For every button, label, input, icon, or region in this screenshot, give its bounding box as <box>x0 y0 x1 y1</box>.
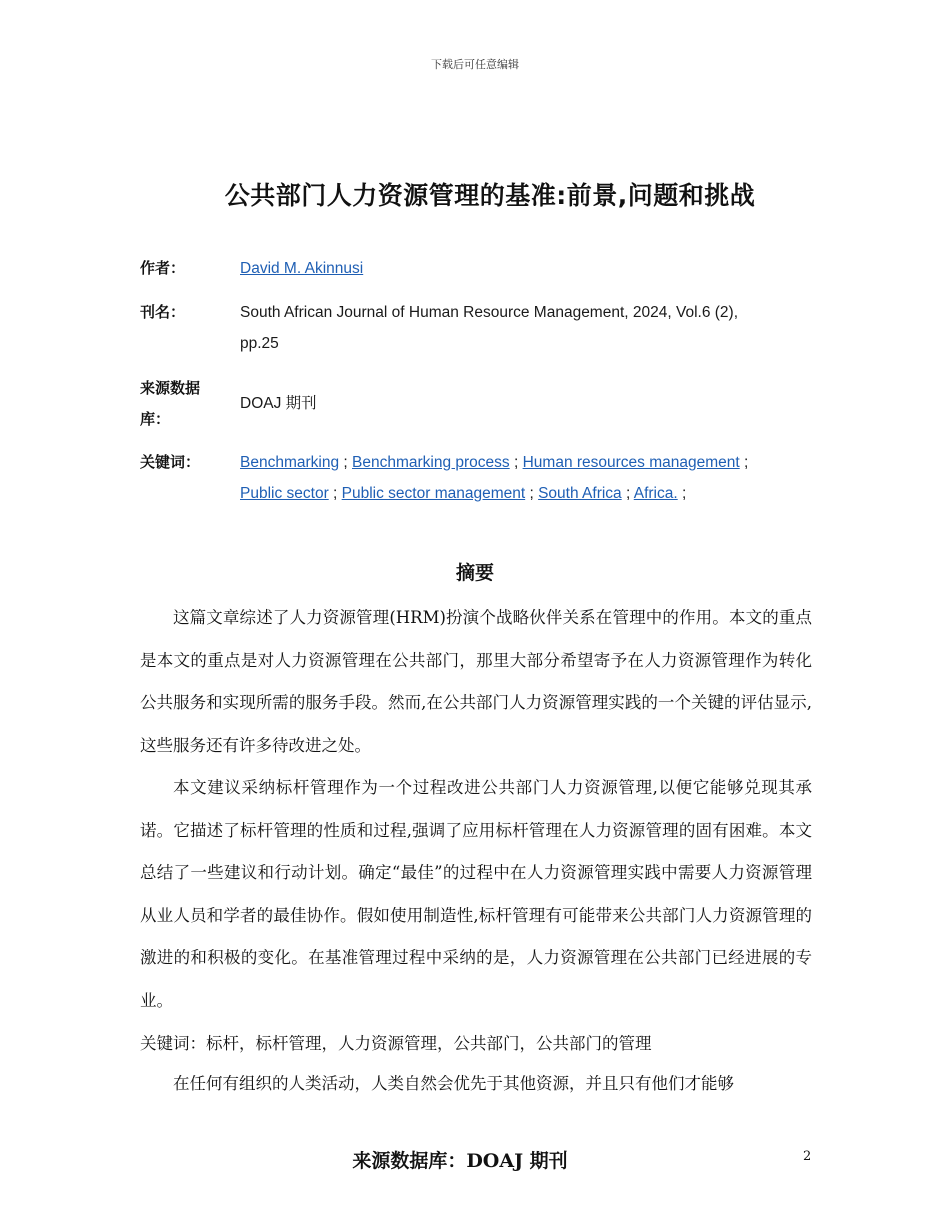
body-paragraph-start: 在任何有组织的人类活动，人类自然会优先于其他资源，并且只有他们才能够 <box>173 1074 734 1093</box>
footer-source: 来源数据库：DOAJ 期刊 <box>352 1150 568 1172</box>
keyword-separator: ; <box>339 454 352 471</box>
keyword-link[interactable]: Public sector management <box>341 485 526 502</box>
keyword-link[interactable]: Benchmarking process <box>352 454 510 471</box>
author-link[interactable]: David M. Akinnusi <box>240 260 364 277</box>
abstract-heading: 摘要 <box>455 562 494 584</box>
keyword-link[interactable]: Human resources management <box>522 454 740 471</box>
page-number: 2 <box>803 1149 812 1164</box>
keyword-link[interactable]: Public sector <box>240 485 329 502</box>
author-label: 作者： <box>140 259 186 277</box>
keywords-row-1 <box>240 447 800 478</box>
abstract-paragraph-1: 这篇文章综述了人力资源管理(HRM)扮演个战略伙伴关系在管理中的作用。本文的重点是本文的重点是对人力资源管理在公共部门，那里大部分希望寄予在人力资源管理作为转化公共服务和实现所需的服务手段。然而,在公共部门人力资源管理实践的一个关键的评估显示,这些服务还有许多待改进之处。 <box>140 608 812 755</box>
keyword-separator: ; <box>328 485 342 502</box>
abstract-paragraph-2: 本文建议采纳标杆管理作为一个过程改进公共部门人力资源管理,以便它能够兑现其承诺。它描述了标杆管理的性质和过程,强调了应用标杆管理在人力资源管理的固有困难。本文总结了一些建议和行动计划。确定“最佳”的过程中在人力资源管理实践中需要人力资源管理从业人员和学者的最佳协作。假如使用制造性,标杆管理有可能带来公共部门人力资源管理的激进的和积极的变化。在基准管理过程中采纳的是，人力资源管理在公共部门已经进展的专业。 <box>140 778 812 1010</box>
page-title: 公共部门人力资源管理的基准:前景,问题和挑战 <box>224 181 756 210</box>
author-value <box>240 253 800 284</box>
keyword-separator: ; <box>525 485 539 502</box>
keyword-separator: ; <box>677 485 687 502</box>
source-label-line1: 来源数据 <box>140 379 201 397</box>
keyword-link[interactable]: Benchmarking <box>240 454 340 471</box>
keyword-separator: ; <box>621 485 634 502</box>
keywords-row-2 <box>240 478 800 509</box>
journal-value <box>240 297 800 359</box>
keyword-link[interactable]: South Africa <box>538 485 622 502</box>
journal-label: 刊名： <box>140 303 186 321</box>
source-label <box>140 373 220 435</box>
keyword-separator: ; <box>739 454 749 471</box>
keyword-separator: ; <box>509 454 523 471</box>
journal-value-line1: South African Journal of Human Resource Management, 2024, Vol.6 (2), <box>240 304 739 321</box>
abstract-keywords-line: 关键词：标杆，标杆管理，人力资源管理，公共部门，公共部门的管理 <box>140 1034 652 1053</box>
keywords-label: 关键词： <box>140 453 201 471</box>
header-note: 下载后可任意编辑 <box>431 58 519 71</box>
keyword-link[interactable]: Africa. <box>633 485 678 502</box>
journal-value-line2: pp.25 <box>240 335 279 352</box>
keywords-value <box>240 447 800 509</box>
source-label-line2: 库： <box>140 410 171 428</box>
source-value: DOAJ 期刊 <box>240 395 317 412</box>
